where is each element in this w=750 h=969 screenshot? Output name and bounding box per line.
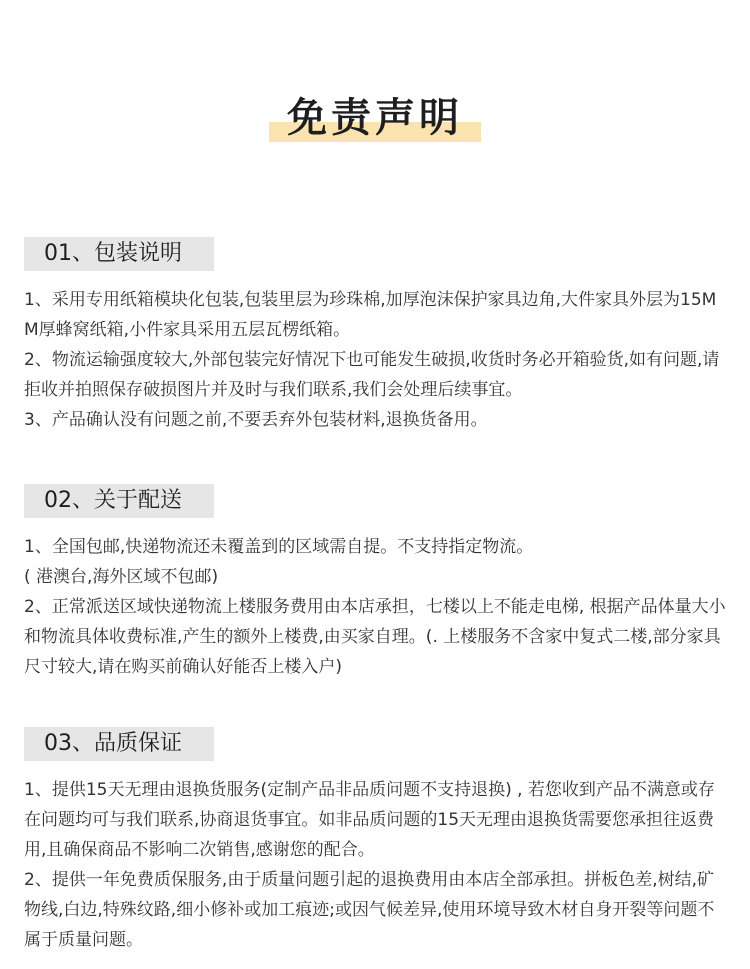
paragraph: 2、正常派送区域快递物流上楼服务费用由本店承担，七楼以上不能走电梯, 根据产品体量大小和物流具体收费标准,产生的额外上楼费,由买家自理。(. 上楼服务不含家中复式二楼,部分家具尺寸较大,请在购买前确认好能否上楼入户)	[24, 597, 726, 677]
section-heading: 03、品质保证	[24, 727, 214, 761]
paragraph: 3、产品确认没有问题之前,不要丢弃外包装材料,退换货备用。	[24, 410, 488, 430]
section-quality	[24, 727, 730, 955]
section-delivery	[24, 484, 730, 682]
section-body	[24, 775, 730, 955]
paragraph: 2、物流运输强度较大,外部包装完好情况下也可能发生破损,收货时务必开箱验货,如有问题,请拒收并拍照保存破损图片并及时与我们联系,我们会处理后续事宜。	[24, 350, 720, 400]
paragraph: 1、提供15天无理由退换货服务(定制产品非品质问题不支持退换) , 若您收到产品不满意或存在问题均可与我们联系,协商退货事宜。如非品质问题的15天无理由退换货需要您承担往返费用,且确保商品不影响二次销售,感谢您的配合。	[24, 780, 715, 860]
paragraph: 1、全国包邮,快递物流还未覆盖到的区域需自提。不支持指定物流。	[24, 537, 534, 557]
section-body	[24, 285, 730, 435]
paragraph: 2、提供一年免费质保服务,由于质量问题引起的退换费用由本店全部承担。拼板色差,树结,矿物线,白边,特殊纹路,细小修补或加工痕迹;或因气候差异,使用环境导致木材自身开裂等问题不属于质量问题。	[24, 870, 715, 950]
page-title-text: 免责声明	[287, 95, 463, 141]
section-heading: 02、关于配送	[24, 484, 214, 518]
paragraph: ( 港澳台,海外区域不包邮)	[24, 567, 219, 587]
title-area	[0, 92, 750, 144]
page-title	[279, 92, 471, 144]
paragraph: 1、采用专用纸箱模块化包装,包装里层为珍珠棉,加厚泡沫保护家具边角,大件家具外层为15MM厚蜂窝纸箱,小件家具采用五层瓦楞纸箱。	[24, 290, 717, 340]
section-body	[24, 532, 730, 682]
section-heading: 01、包装说明	[24, 237, 214, 271]
section-packaging	[24, 237, 730, 435]
